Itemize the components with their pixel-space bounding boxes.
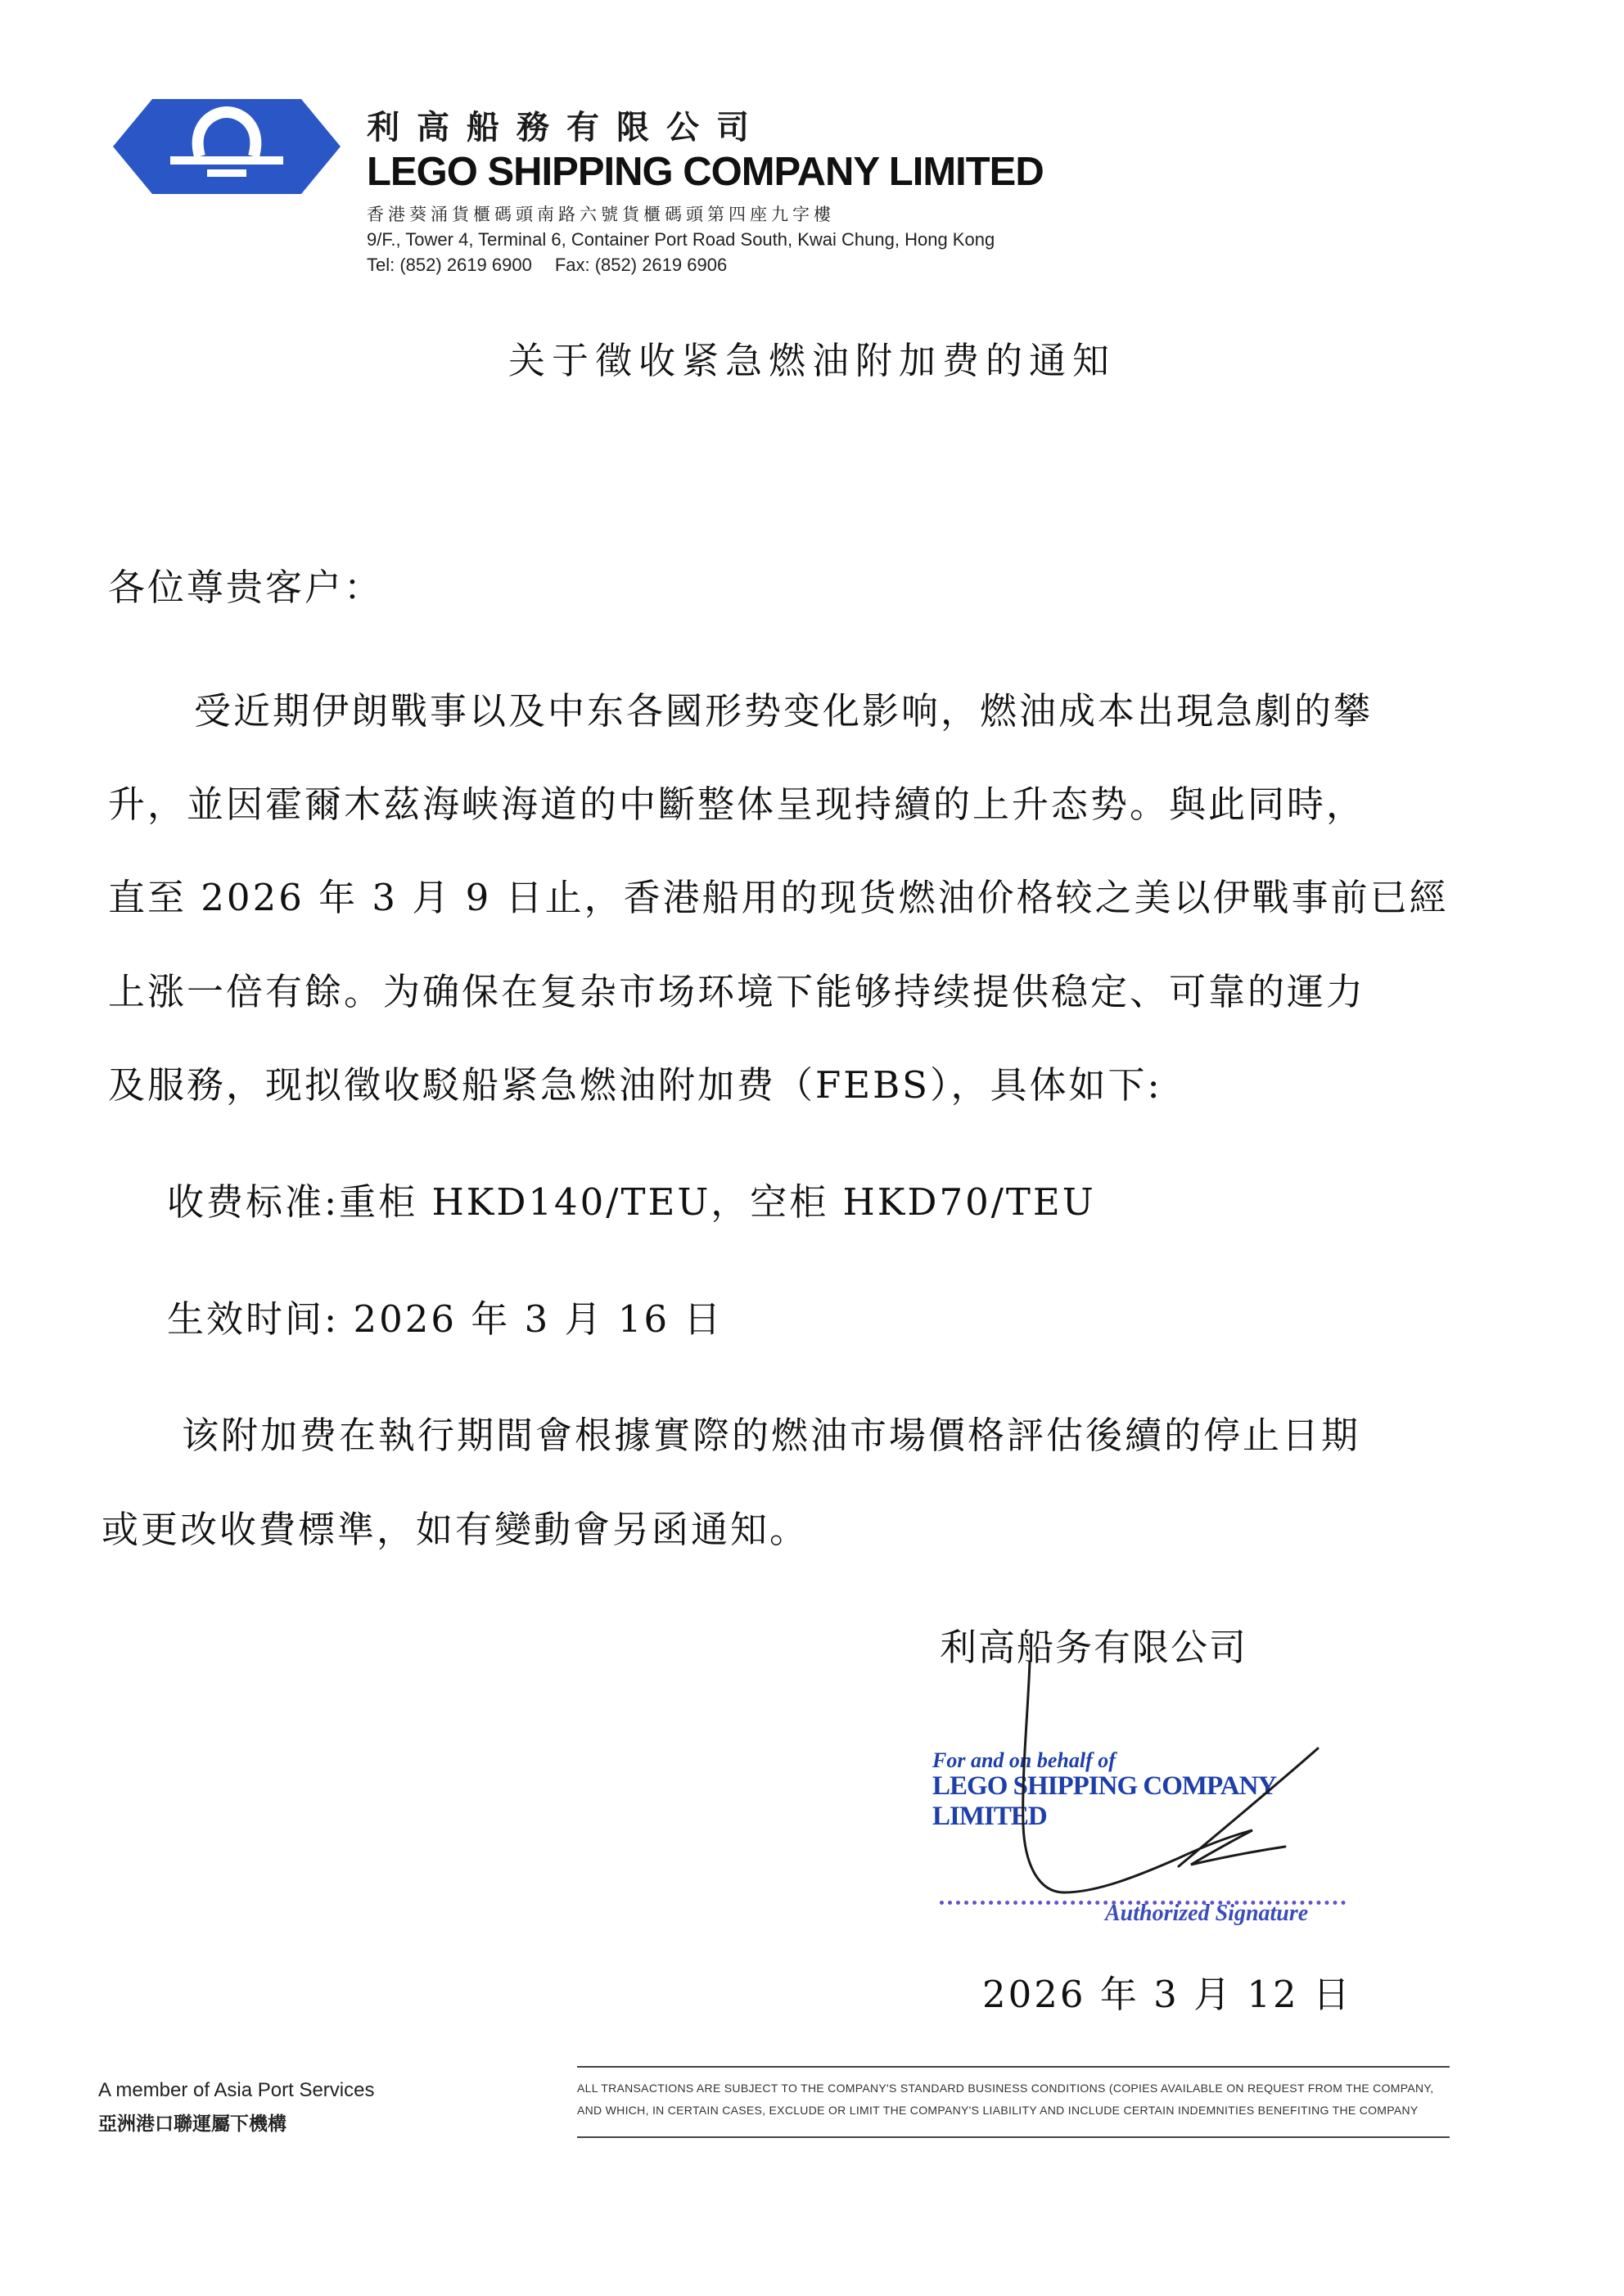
signature-company: 利高船务有限公司 xyxy=(940,1626,1248,1669)
paragraph-line: 升，並因霍爾木茲海峡海道的中斷整体呈现持續的上升态势。與此同時， xyxy=(108,783,1366,826)
stamp-company: LEGO SHIPPING COMPANY LIMITED xyxy=(932,1771,1276,1831)
paragraph-line: 及服務，现拟徵收駁船紧急燃油附加费（FEBS），具体如下: xyxy=(108,1063,1162,1107)
footer-rule xyxy=(577,2136,1450,2138)
notice-title: 关于徵收紧急燃油附加费的通知 xyxy=(508,339,1116,382)
authorized-signature-label: Authorized Signature xyxy=(1105,1901,1309,1926)
stamp-prefix: For and on behalf of xyxy=(932,1748,1116,1772)
company-name-en: LEGO SHIPPING COMPANY LIMITED xyxy=(367,150,1044,194)
disclaimer-line: AND WHICH, IN CERTAIN CASES, EXCLUDE OR LIMIT THE COMPANY'S LIABILITY AND INCLUDE CERTAIN INDEMNITIES BENEFITING THE COMPANY xyxy=(577,2104,1419,2117)
contact-line xyxy=(367,255,727,276)
address-cn: 香港葵涌貨櫃碼頭南路六號貨櫃碼頭第四座九字樓 xyxy=(367,205,835,224)
paragraph-line: 上涨一倍有餘。为确保在复杂市场环境下能够持续提供稳定、可靠的運力 xyxy=(108,970,1366,1013)
fax: Fax: (852) 2619 6906 xyxy=(554,255,728,275)
effective-time: 生效时间: 2026 年 3 月 16 日 xyxy=(167,1297,724,1341)
fee-standard: 收费标准:重柜 HKD140/TEU，空柜 HKD70/TEU xyxy=(167,1180,1096,1224)
signature-date: 2026 年 3 月 12 日 xyxy=(982,1973,1352,2016)
paragraph-line: 该附加费在執行期間會根據實際的燃油市場價格評估後續的停止日期 xyxy=(182,1414,1361,1457)
member-note-cn: 亞洲港口聯運屬下機構 xyxy=(98,2113,286,2135)
footer-rule xyxy=(577,2066,1450,2068)
paragraph-line: 直至 2026 年 3 月 9 日止，香港船用的现货燃油价格较之美以伊戰事前已經 xyxy=(108,876,1449,919)
paragraph-line: 或更改收費標準，如有變動會另函通知。 xyxy=(102,1508,810,1551)
paragraph-line: 受近期伊朗戰事以及中东各國形势变化影响，燃油成本出現急劇的攀 xyxy=(194,689,1374,733)
address-en: 9/F., Tower 4, Terminal 6, Container Port Road South, Kwai Chung, Hong Kong xyxy=(367,229,995,250)
member-note-en: A member of Asia Port Services xyxy=(98,2079,375,2101)
disclaimer xyxy=(577,2077,1450,2122)
telephone: Tel: (852) 2619 6900 xyxy=(367,255,532,275)
company-name-cn: 利高船務有限公司 xyxy=(367,109,766,147)
disclaimer-line: ALL TRANSACTIONS ARE SUBJECT TO THE COMPANY'S STANDARD BUSINESS CONDITIONS (COPIES AVAILABLE ON REQUEST FROM THE COMPANY, xyxy=(577,2082,1434,2095)
company-logo xyxy=(113,99,341,194)
handwritten-signature xyxy=(982,1662,1326,1924)
salutation: 各位尊贵客户： xyxy=(108,566,384,609)
